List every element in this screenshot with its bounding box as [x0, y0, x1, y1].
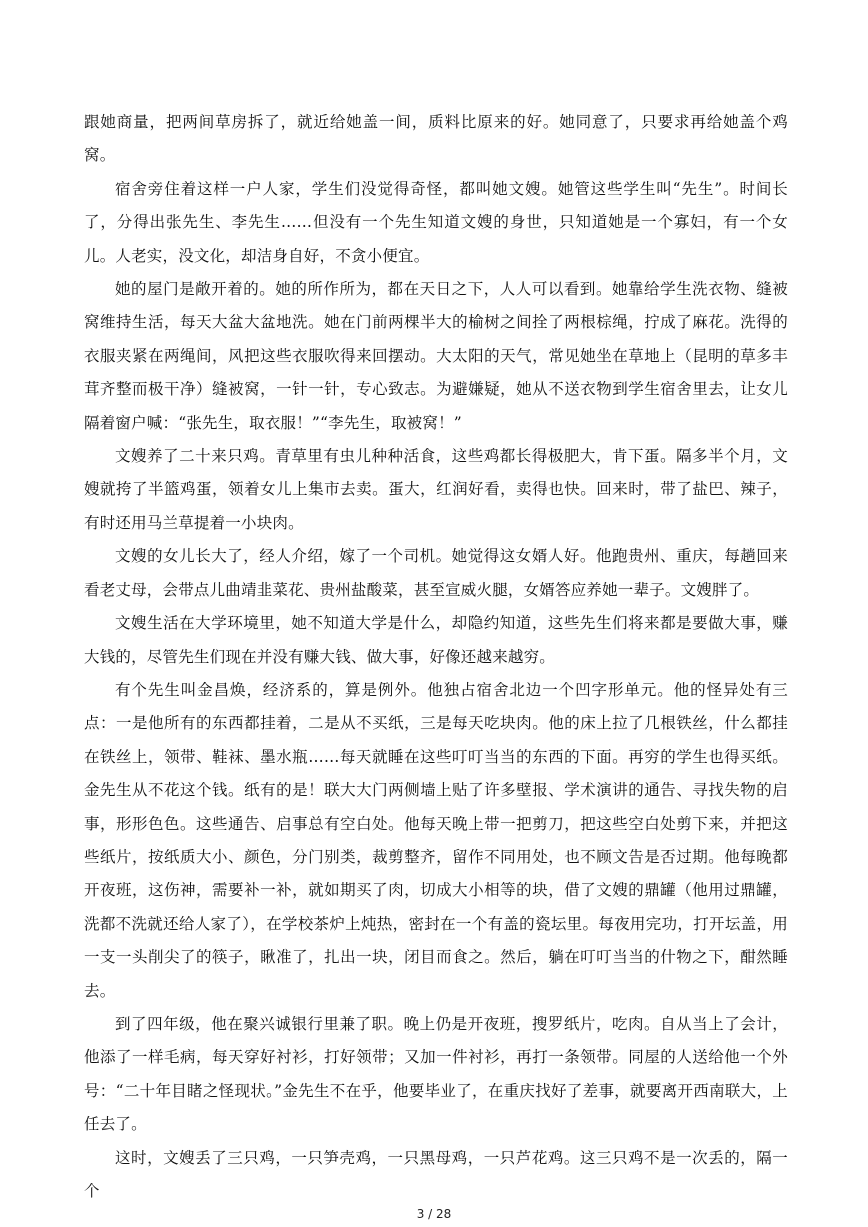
paragraph: 宿舍旁住着这样一户人家，学生们没觉得奇怪，都叫她文嫂。她管这些学生叫“先生”。时间长了，分得出张先生、李先生……但没有一个先生知道文嫂的身世，只知道她是一个寡妇，有一个女儿。人老实，没文化，却洁身自好，不贪小便宜。	[84, 179, 788, 265]
paragraph: 有个先生叫金昌焕，经济系的，算是例外。他独占宿舍北边一个凹字形单元。他的怪异处有三点：一是他所有的东西都挂着，二是从不买纸，三是每天吃块肉。他的床上拉了几根铁丝，什么都挂在铁丝上，领带、鞋袜、墨水瓶……每天就睡在这些叮叮当当的东西的下面。再穷的学生也得买纸。金先生从不花这个钱。纸有的是！联大大门两侧墙上贴了许多壁报、学术演讲的通告、寻找失物的启事，形形色色。这些通告、启事总有空白处。他每天晚上带一把剪刀，把这些空白处剪下来，并把这些纸片，按纸质大小、颜色，分门别类，裁剪整齐，留作不同用处，也不顾文告是否过期。他每晚都开夜班，这伤神，需要补一补，就如期买了肉，切成大小相等的块，借了文嫂的鼎罐（他用过鼎罐，洗都不洗就还给人家了），在学校茶炉上炖热，密封在一个有盖的瓷坛里。每夜用完功，打开坛盖，用一支一头削尖了的筷子，瞅准了，扎出一块，闭目而食之。然后，躺在叮叮当当的什物之下，酣然睡去。	[84, 680, 788, 1000]
page-number: 3 / 28	[416, 1207, 452, 1221]
paragraph: 文嫂生活在大学环境里，她不知道大学是什么，却隐约知道，这些先生们将来都是要做大事，赚大钱的，尽管先生们现在并没有赚大钱、做大事，好像还越来越穷。	[84, 614, 788, 666]
paragraph: 文嫂的女儿长大了，经人介绍，嫁了一个司机。她觉得这女婿人好。他跑贵州、重庆，每趟回来看老丈母，会带点儿曲靖韭菜花、贵州盐酸菜，甚至宣威火腿，女婿答应养她一辈子。文嫂胖了。	[84, 547, 788, 599]
paragraph: 文嫂养了二十来只鸡。青草里有虫儿种种活食，这些鸡都长得极肥大，肯下蛋。隔多半个月，文嫂就挎了半篮鸡蛋，领着女儿上集市去卖。蛋大，红润好看，卖得也快。回来时，带了盐巴、辣子，有时还用马兰草提着一小块肉。	[84, 447, 788, 532]
paragraph-continued: 跟她商量，把两间草房拆了，就近给她盖一间，质料比原来的好。她同意了，只要求再给她盖个鸡窝。	[84, 113, 788, 165]
paragraph: 到了四年级，他在聚兴诚银行里兼了职。晚上仍是开夜班，搜罗纸片，吃肉。自从当上了会计，他添了一样毛病，每天穿好衬衫，打好领带；又加一件衬衫，再打一条领带。同屋的人送给他一个外号：“二十年目睹之怪现状。”金先生不在乎，他要毕业了，在重庆找好了差事，就要离开西南联大，上任去了。	[84, 1014, 788, 1134]
body-text	[84, 106, 788, 1208]
paragraph: 她的屋门是敞开着的。她的所作所为，都在天日之下，人人可以看到。她靠给学生洗衣物、缝被窝维持生活，每天大盆大盆地洗。她在门前两棵半大的榆树之间拴了两根棕绳，拧成了麻花。洗得的衣服夹紧在两绳间，风把这些衣服吹得来回摆动。大太阳的天气，常见她坐在草地上（昆明的草多丰茸齐整而极干净）缝被窝，一针一针，专心致志。为避嫌疑，她从不送衣物到学生宿舍里去，让女儿隔着窗户喊：“张先生，取衣服！”“李先生，取被窝！”	[84, 280, 788, 432]
paragraph: 这时，文嫂丢了三只鸡，一只笋壳鸡，一只黑母鸡，一只芦花鸡。这三只鸡不是一次丢的，隔一个	[84, 1148, 788, 1200]
